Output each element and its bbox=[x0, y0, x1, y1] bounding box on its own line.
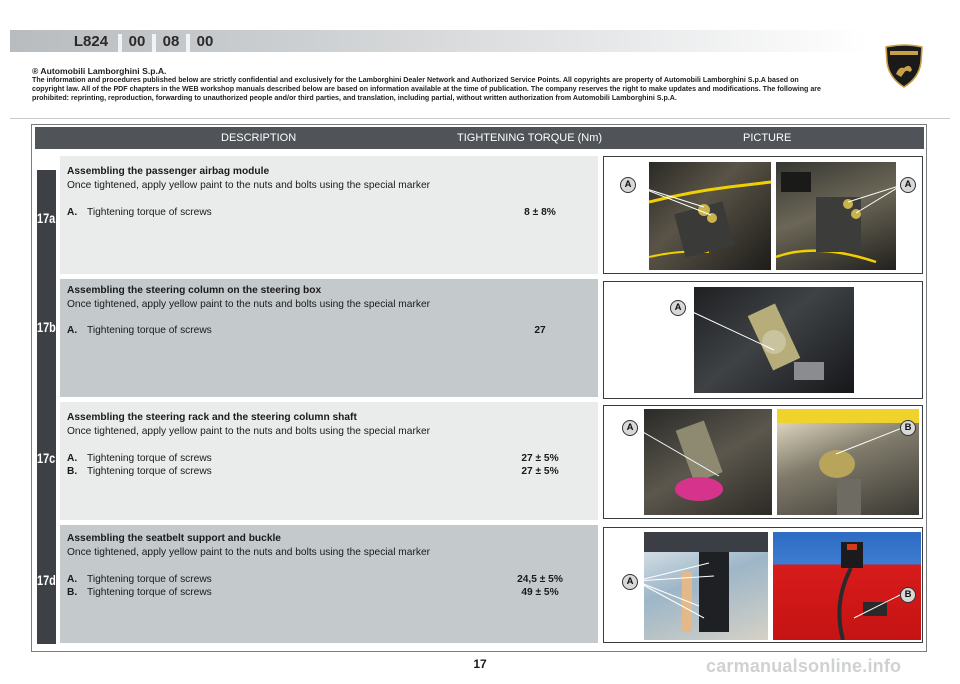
torque-item-a bbox=[67, 207, 212, 218]
copyright-body: The information and procedures published below are strictly confidential and exclusively for the Lamborghini Dealer Network and Authorized Service Points. All copyrights are property of Automobili Lamborghini S.p.A based on copyright law. All of the PDF chapters in the WEB workshop manuals described below are based on information available at the time of publication. The company reserves the right to make updates and modifications. The following are prohibited: reprinting, reproduction, forwarding to unauthorized people and/or third parties, and translation, including partial, without written authorization from Automobili Lamborghini S.p.A. bbox=[32, 76, 821, 103]
item-text: Tightening torque of screws bbox=[87, 453, 212, 464]
torque-value: 27 bbox=[534, 325, 546, 336]
row-subtitle: Once tightened, apply yellow paint to the nuts and bolts using the special marker bbox=[67, 426, 431, 437]
row-subtitle: Once tightened, apply yellow paint to the nuts and bolts using the special marker bbox=[67, 547, 431, 558]
page-number: 17 bbox=[473, 657, 487, 671]
torque-value: 27 ± 5% bbox=[521, 466, 559, 477]
callout-b: B bbox=[900, 587, 916, 603]
row-title: Assembling the seatbelt support and buckle bbox=[67, 533, 281, 544]
table-header bbox=[35, 127, 924, 149]
item-text: Tightening torque of screws bbox=[87, 325, 212, 336]
item-letter: A. bbox=[67, 574, 78, 585]
torque-item-a bbox=[67, 453, 212, 464]
torque-item-a bbox=[67, 325, 212, 336]
copyright-notice bbox=[32, 66, 832, 104]
copyright-brand-line: ® Automobili Lamborghini S.p.A. bbox=[32, 66, 167, 76]
leader-lines-17d bbox=[604, 528, 924, 644]
item-text: Tightening torque of screws bbox=[87, 587, 212, 598]
picture-17a bbox=[603, 156, 923, 274]
torque-item-a bbox=[67, 574, 212, 585]
table-row-17c bbox=[60, 402, 598, 520]
row-title: Assembling the steering rack and the steering column shaft bbox=[67, 412, 357, 423]
item-letter: B. bbox=[67, 466, 78, 477]
torque-item-b bbox=[67, 466, 212, 477]
picture-17d bbox=[603, 527, 923, 643]
item-text: Tightening torque of screws bbox=[87, 466, 212, 477]
item-letter: A. bbox=[67, 207, 78, 218]
lamborghini-logo bbox=[884, 44, 924, 88]
leader-lines-17b bbox=[604, 282, 924, 400]
code-group: 00 bbox=[128, 32, 146, 50]
item-letter: A. bbox=[67, 325, 78, 336]
section-label-17a: 17a bbox=[37, 210, 56, 226]
torque-value: 49 ± 5% bbox=[521, 587, 559, 598]
table-row-17a bbox=[60, 156, 598, 274]
torque-value: 27 ± 5% bbox=[521, 453, 559, 464]
watermark: carmanualsonline.info bbox=[706, 656, 902, 676]
callout-b: B bbox=[900, 420, 916, 436]
callout-a-right: A bbox=[900, 177, 916, 193]
header-description: DESCRIPTION bbox=[221, 132, 297, 144]
item-letter: B. bbox=[67, 587, 78, 598]
row-subtitle: Once tightened, apply yellow paint to the nuts and bolts using the special marker bbox=[67, 299, 431, 310]
torque-value: 8 ± 8% bbox=[524, 207, 556, 218]
torque-item-b bbox=[67, 587, 212, 598]
callout-a-left: A bbox=[620, 177, 636, 193]
torque-value: 24,5 ± 5% bbox=[517, 574, 563, 585]
picture-17b bbox=[603, 281, 923, 399]
table-row-17d bbox=[60, 525, 598, 643]
callout-a: A bbox=[622, 574, 638, 590]
section-label-17d: 17d bbox=[37, 572, 56, 588]
row-subtitle: Once tightened, apply yellow paint to the nuts and bolts using the special marker bbox=[67, 180, 431, 191]
code-section: 00 bbox=[196, 32, 214, 50]
leader-lines-17c bbox=[604, 406, 924, 520]
callout-a: A bbox=[670, 300, 686, 316]
header-divider bbox=[10, 118, 950, 119]
item-letter: A. bbox=[67, 453, 78, 464]
table-row-17b bbox=[60, 279, 598, 397]
item-text: Tightening torque of screws bbox=[87, 574, 212, 585]
code-subgroup: 08 bbox=[162, 32, 180, 50]
code-model: L824 bbox=[73, 32, 109, 50]
section-label-17c: 17c bbox=[37, 450, 56, 466]
row-title: Assembling the steering column on the steering box bbox=[67, 285, 322, 296]
callout-a: A bbox=[622, 420, 638, 436]
header-torque: TIGHTENING TORQUE (Nm) bbox=[457, 132, 603, 144]
picture-17c bbox=[603, 405, 923, 519]
header-picture: PICTURE bbox=[743, 132, 792, 144]
row-title: Assembling the passenger airbag module bbox=[67, 166, 270, 177]
section-label-17b: 17b bbox=[37, 319, 56, 335]
leader-lines-17a bbox=[604, 157, 924, 275]
item-text: Tightening torque of screws bbox=[87, 207, 212, 218]
